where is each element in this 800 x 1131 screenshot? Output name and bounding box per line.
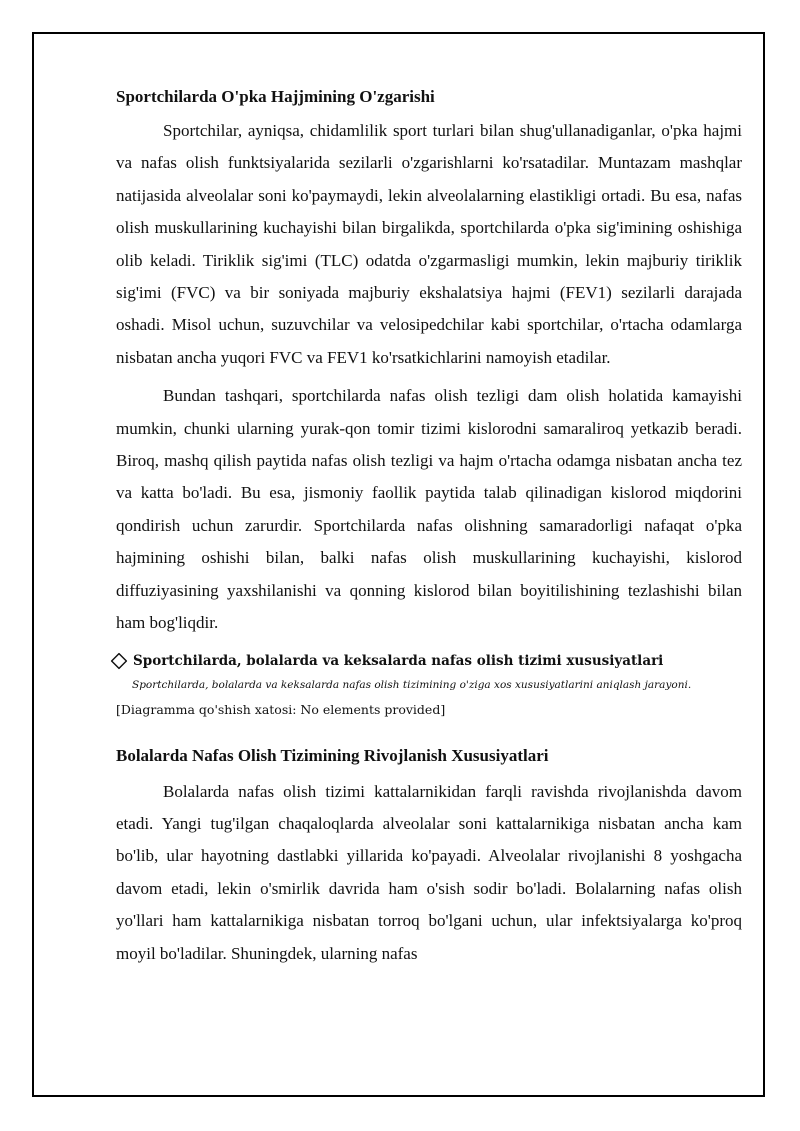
diagram-title: Sportchilarda, bolalarda va keksalarda nafas olish tizimi xususiyatlari bbox=[133, 652, 664, 669]
diagram-title-row bbox=[110, 650, 742, 672]
diagram-caption: Sportchilarda, bolalarda va keksalarda nafas olish tizimining o'ziga xos xususiyatlarini aniqlash jarayoni. bbox=[132, 678, 692, 691]
paragraph-children-respiratory-development: Bolalarda nafas olish tizimi kattalarnikidan farqli ravishda rivojlanishda davom etadi. Yangi tug'ilgan chaqaloqlarda alveolalar soni kattalarnikiga nisbatan ancha kam bo'lib, ular hayotning dastlabki yillarida ko'payadi. Alveolalar rivojlanishi 8 yoshgacha davom etadi, lekin o'smirlik davrida ham o'sish sodir bo'ladi. Bolalarning nafas olish yo'llari ham kattalarnikiga nisbatan torroq bo'lgani uchun, ular infektsiyalarga ko'proq moyil bo'ladilar. Shuningdek, ularning nafas bbox=[116, 781, 742, 963]
paragraph-athletes-breathing-rate: Bundan tashqari, sportchilarda nafas olish tezligi dam olish holatida kamayishi mumkin, chunki ularning yurak-qon tomir tizimi kislorodni samaraliroq yetkazib beradi. Biroq, mashq qilish paytida nafas olish tezligi va hajm o'rtacha odamga nisbatan ancha tez va katta bo'ladi. Bu esa, jismoniy faollik paytida talab qilinadigan kislorod miqdorini qondirish uchun zarurdir. Sportchilarda nafas olishning samaradorligi nafaqat o'pka hajmining oshishi bilan, balki nafas olish muskullarining kuchayishi, kislorod diffuziyasining yaxshilanishi va qonning kislorod bilan boyitilishining tezlashishi bilan ham bog'liqdir. bbox=[116, 386, 742, 633]
diagram-placeholder bbox=[116, 650, 742, 720]
tag-icon bbox=[110, 652, 128, 670]
diagram-error-message: [Diagramma qo'shish xatosi: No elements provided] bbox=[116, 701, 446, 717]
document-body bbox=[116, 85, 742, 976]
section-heading-athletes-lung-volume: Sportchilarda O'pka Hajjmining O'zgarishi bbox=[116, 87, 435, 106]
section-heading-children-respiratory: Bolalarda Nafas Olish Tizimining Rivojlanish Xususiyatlari bbox=[116, 745, 549, 765]
paragraph-athletes-lung-capacity: Sportchilar, ayniqsa, chidamlilik sport turlari bilan shug'ullanadiganlar, o'pka hajmi va nafas olish funktsiyalarida sezilarli o'zgarishlarni ko'rsatadilar. Muntazam mashqlar natijasida alveolalar soni ko'paymaydi, lekin alveolalarning elastikligi ortadi. Bu esa, nafas olish muskullarining kuchayishi bilan birgalikda, sportchilarda o'pka sig'imining oshishiga olib keladi. Tiriklik sig'imi (TLC) odatda o'zgarmasligi mumkin, lekin majburiy tiriklik sig'imi (FVC) va bir soniyada majburiy ekshalatsiya hajmi (FEV1) sezilarli darajada oshadi. Misol uchun, suzuvchilar va velosipedchilar kabi sportchilar, o'rtacha odamlarga nisbatan ancha yuqori FVC va FEV1 ko'rsatkichlarini namoyish etadilar. bbox=[116, 121, 742, 367]
